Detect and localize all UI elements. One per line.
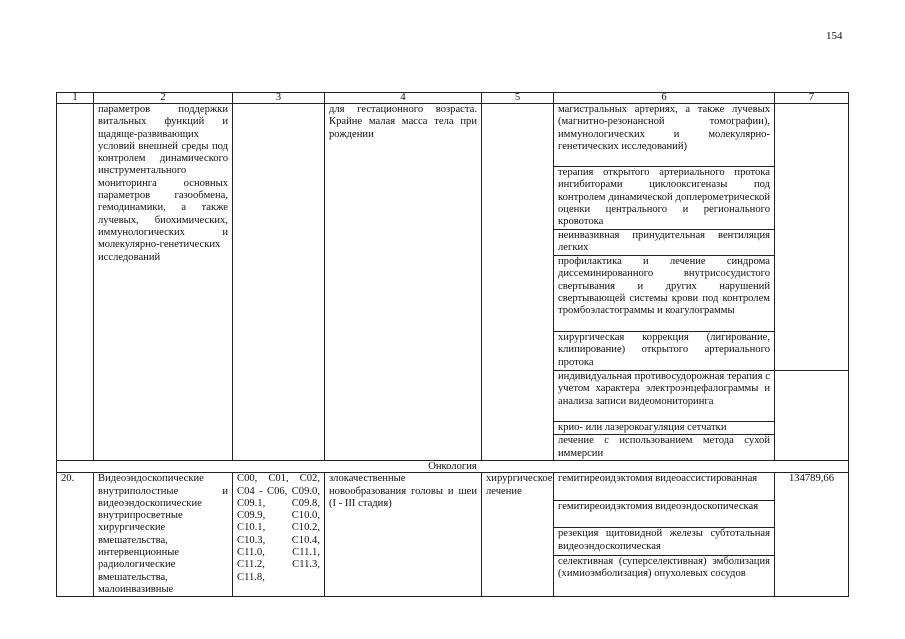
treatment-method-cell: хирургическая коррекция (лигирование, клипирование) открытого артериального протока [554,332,775,371]
column-number: 4 [325,93,482,104]
method-cell: параметров поддержки витальных функций и щадяще-развивающих условий внешней среды под контролем динамического инструментального мониторинга основных параметров газообмена, гемодинамики, а также лучевых, биохимических, иммунологических и молекулярно-генетических исследований [94,104,233,461]
row-number-cell: 20. [57,473,94,597]
column-number: 5 [482,93,554,104]
treatment-method-cell: лечение с использованием метода сухой иммерсии [554,435,775,461]
column-number: 7 [775,93,849,104]
treatment-method-cell: резекция щитовидной железы субтотальная видеоэндоскопическая [554,528,775,556]
column-number: 1 [57,93,94,104]
table-row [57,473,849,501]
treatment-method-cell: неинвазивная принудительная вентиляция легких [554,230,775,256]
section-title: Онкология [57,461,849,473]
treatment-method-cell: гемитиреоидэктомия видеоэндоскопическая [554,500,775,528]
treatment-method-cell: магистральных артериях, а также лучевых (магнитно-резонансной томографии), иммунологических и молекулярно-генетических исследований) [554,104,775,167]
treatment-method-cell: профилактика и лечение синдрома диссеминированного внутрисосудистого свертывания и других нарушений свертывающей системы крови под контролем тромбоэластограммы и коагулограммы [554,256,775,332]
treatment-method-cell: селективная (суперселективная) эмболизация (химиоэмболизация) опухолевых сосудов [554,555,775,596]
treatment-method-cell: гемитиреоидэктомия видеоассистированная [554,473,775,501]
column-number: 3 [233,93,325,104]
column-number: 6 [554,93,775,104]
row-number-cell [57,104,94,461]
norm-cell: 134789,66 [775,473,849,597]
section-row [57,461,849,473]
treatment-method-cell: терапия открытого артериального протока ингибиторами циклооксигеназы под контролем динамической доплерометрической оценки центрального и регионального кровотока [554,167,775,230]
medical-care-table [56,92,849,597]
patient-model-cell: для гестационного возраста. Крайне малая масса тела при рождении [325,104,482,461]
norm-cell [775,371,849,461]
column-number-row [57,93,849,104]
icd-codes-cell [233,104,325,461]
icd-codes-cell: C00, C01, C02, C04 - C06, C09.0, C09.1, C09.8, C09.9, C10.0, C10.1, C10.2, C10.3, C10.4, C11.0, C11.1, C11.2, C11.3, C11.8, [233,473,325,597]
patient-model-cell: злокачественные новообразования головы и шеи (I - III стадия) [325,473,482,597]
treatment-method-cell: индивидуальная противосудорожная терапия с учетом характера электроэнцефалограммы и анализа записи видеомониторинга [554,371,775,422]
norm-cell [775,104,849,371]
column-number: 2 [94,93,233,104]
treatment-type-cell: хирургическое лечение [482,473,554,597]
method-cell: Видеоэндоскопические внутриполостные и видеоэндоскопические внутрипросветные хирургические вмешательства, интервенционные радиологические вмешательства, малоинвазивные [94,473,233,597]
page-number: 154 [826,30,843,42]
treatment-method-cell: крио- или лазерокоагуляция сетчатки [554,422,775,435]
table-row [57,104,849,167]
treatment-type-cell [482,104,554,461]
